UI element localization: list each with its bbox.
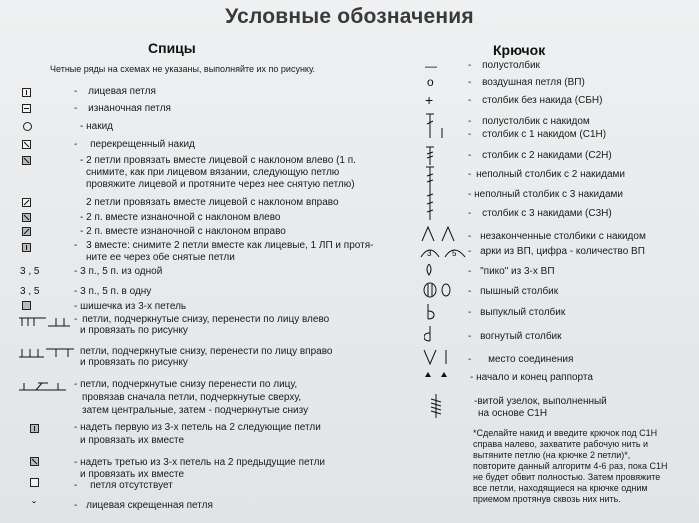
needles-row-text: - шишечка из 3-х петель xyxy=(74,301,187,312)
needles-heading: Спицы xyxy=(148,40,196,56)
chain-icon: o xyxy=(427,75,434,89)
p2tog-right-icon xyxy=(22,227,31,236)
picot-icon xyxy=(424,263,434,277)
puff-stitch-icon xyxy=(422,282,452,298)
hook-row-text: неполный столбик с 2 накидами xyxy=(476,169,625,180)
needles-row-text: изнаночная петля xyxy=(88,103,171,114)
needles-row-text: и провязать их вместе xyxy=(80,435,185,446)
arch-count-5: 5 xyxy=(452,249,457,258)
hook-row-text: выпуклый столбик xyxy=(480,307,566,318)
repeat-marker-icon xyxy=(424,371,454,379)
decrease-3-5-icon: 3 , 5 xyxy=(20,286,40,297)
hook-row-text: - неполный столбик с 3 накидами xyxy=(468,189,623,200)
unfinished-stitches-icon xyxy=(420,226,460,242)
hook-row-text: арки из ВП, цифра - количество ВП xyxy=(480,246,645,257)
hook-row-text: столбик без накида (СБН) xyxy=(482,95,603,106)
treble-crochet-icon xyxy=(420,146,440,166)
needles-row-text: ните ее через обе снятые петли xyxy=(86,252,235,263)
k2tog-right-icon xyxy=(22,198,31,207)
hook-row-text: -витой узелок, выполненный xyxy=(474,396,607,407)
chain-arch-icon xyxy=(420,243,468,259)
needles-row-text: петля отсутствует xyxy=(90,480,173,491)
hook-row-text: на основе С1Н xyxy=(478,408,548,419)
cable-three-way-icon xyxy=(18,381,70,393)
needles-row-text: 3 вместе: снимите 2 петли вместе как лицевые, 1 ЛП и протя- xyxy=(86,240,374,251)
twisted-knot-icon xyxy=(428,393,444,419)
page-title: Условные обозначения xyxy=(225,5,474,28)
cable-right-icon xyxy=(18,347,76,361)
hook-row-text: место соединения xyxy=(488,354,574,365)
single-crochet-icon: + xyxy=(425,92,434,108)
needles-row-text: петли, подчеркнутые снизу, перенести по лицу влево xyxy=(82,314,330,325)
incomplete-stitch-icon xyxy=(420,166,440,222)
hook-row-text: столбик с 1 накидом (С1Н) xyxy=(482,129,607,140)
hook-row-text: - начало и конец раппорта xyxy=(470,372,593,383)
hook-row-text: незаконченные столбики с накидом xyxy=(480,231,646,242)
hook-row-text: пышный столбик xyxy=(480,286,559,297)
back-post-icon xyxy=(424,325,438,343)
needles-row-text: - 2 п. вместе изнаночной с наклоном влево xyxy=(80,212,281,223)
k2tog-left-icon xyxy=(22,156,31,165)
needles-row-text: петли, подчеркнутые снизу, перенести по лицу вправо xyxy=(80,346,333,357)
needles-row-text: и провязать по рисунку xyxy=(80,325,188,336)
cable-left-icon xyxy=(18,316,74,330)
needles-note: Четные ряды на схемах не указаны, выполняйте их по рисунку. xyxy=(50,64,316,74)
needles-row-text: - 2 п. вместе изнаночной с наклоном вправо xyxy=(80,226,286,237)
hook-row-text: полустолбик xyxy=(482,60,540,71)
arch-count-3: 3 xyxy=(427,249,432,258)
double-crochet-icon xyxy=(420,112,450,140)
increase-3-5-icon: 3 , 5 xyxy=(20,266,40,277)
needles-row-text: - петли, подчеркнутые снизу перенести по лицу, xyxy=(74,379,298,390)
needles-row-text: затем центральные, затем - подчеркнутые снизу xyxy=(82,405,309,416)
hook-row-text: вогнутый столбик xyxy=(480,331,562,342)
join-icon xyxy=(422,348,454,368)
needles-row-text: снимите, как при лицевом вязании, следующую петлю xyxy=(86,167,340,178)
front-post-icon xyxy=(424,303,438,321)
purl-stitch-icon xyxy=(22,104,31,113)
hook-row-text: "пико" из 3-х ВП xyxy=(480,266,555,277)
k3tog-icon xyxy=(22,243,31,252)
p2tog-left-icon xyxy=(22,213,31,222)
needles-row-text: 2 петли провязать вместе лицевой с наклоном вправо xyxy=(86,197,339,208)
pass-third-over-icon xyxy=(30,457,39,466)
needles-row-text: - 3 п., 5 п. из одной xyxy=(74,266,163,277)
needles-row-text: провяжите лицевой и протяните через нее снятую петлю) xyxy=(86,179,355,190)
needles-row-text: - надеть третью из 3-х петель на 2 предыдущие петли xyxy=(74,457,326,468)
needles-row-text: провязав сначала петли, подчеркнутые сверху, xyxy=(82,392,302,403)
needles-row-text: и провязать их вместе xyxy=(80,469,185,480)
hook-heading: Крючок xyxy=(493,42,546,58)
twisted-knot-instructions: *Сделайте накид и введите крючок под С1Н справа налево, захватите рабочую нить и вытяните петлю (на крючке 2 петли)*, повторите данный алгоритм 4-6 раз, пока С1Н не будет обвит полностью. Затем провяжите все петли, находящиеся на крючке одним приемом протянув сквозь них нить. xyxy=(473,428,668,504)
needles-row-text: перекрещенный накид xyxy=(90,139,195,150)
needles-row-text: и провязать по рисунку xyxy=(80,357,188,368)
hook-row-text: воздушная петля (ВП) xyxy=(482,77,585,88)
needles-row-text: лицевая скрещенная петля xyxy=(86,500,213,511)
yarn-over-icon xyxy=(23,122,32,131)
needles-row-text: - накид xyxy=(80,121,113,132)
knit-stitch-icon xyxy=(22,88,31,97)
no-stitch-icon xyxy=(30,478,39,487)
needles-row-text: - 2 петли провязать вместе лицевой с наклоном влево (1 п. xyxy=(80,155,356,166)
hook-row-text: полустолбик с накидом xyxy=(482,116,590,127)
legend-page: Условные обозначения Спицы Четные ряды на схемах не указаны, выполняйте их по рисунку. 3 , 5 3 , 5 ˇ - лицевая петля - изнаночная петля - накид - перекрещенный накид - 2 петли провязать вместе лицевой с наклоном влево (1 п. снимите, как при лицевом вязании, следующую петлю провяжите лицевой и протяните через нее снятую петлю) 2 петли провязать вместе лицевой с наклоном вправо - 2 п. вместе изнаночной с наклоном влево - 2 п. вместе изнаночной с наклоном вправо - 3 вместе: снимите 2 петли вместе как лицевые, 1 ЛП и протя- ните ее через обе снятые петли - 3 п., 5 п. из одной - 3 п., 5 п. в одну - шишечка из 3-х петель - петли, подчеркнутые снизу, перенести по лицу влево и провязать по рисунку петли, подчеркнутые снизу, перенести по лицу вправо и провязать по рисунку - петли, подчеркнутые снизу перенести по лицу, провязав сначала петли, подчеркнутые сверху, затем центральные, затем - подчеркнутые снизу - надеть первую из 3-х петель на 2 следующие петли и провязать их вместе - надеть третью из 3-х петель на 2 предыдущие петли и провязать их вместе - петля отсутствует - лицевая скрещенная петля Крючок — o + 3 5 - полустолбик - воздушная петля (ВП) - столбик без накида (СБН) - полустолбик с накидом - столбик с 1 накидом (С1Н) - столбик с 2 накидами (С2Н) - неполный столбик с 2 накидами - неполный столбик с 3 накидами - столбик с 3 накидами (С3Н) - незаконченные столбики с накидом - арки из ВП, цифра - количество ВП - "пико" из 3-х ВП - пышный столбик - выпуклый столбик - вогнутый столбик - место соединения - начало и конец раппорта -витой узелок, выполненный на основе С1Н *Сделайте накид и введите крючок под С1Н справа налево, захватите рабочую нить и вытяните петлю (на крючке 2 петли)*, повторите данный алгоритм 4-6 раз, пока С1Н не будет обвит полностью. Затем провяжите все петли, находящиеся на крючке одним приемом протянув сквозь них нить. xyxy=(0,0,699,523)
hook-row-text: столбик с 3 накидами (С3Н) xyxy=(482,208,612,219)
pass-first-over-icon xyxy=(30,424,39,433)
crossed-yarn-over-icon xyxy=(22,140,31,149)
hook-row-text: столбик с 2 накидами (С2Н) xyxy=(482,150,612,161)
needles-row-text: - надеть первую из 3-х петель на 2 следующие петли xyxy=(74,422,321,433)
bobble-icon xyxy=(22,301,31,310)
needles-row-text: лицевая петля xyxy=(88,86,156,97)
needles-row-text: - 3 п., 5 п. в одну xyxy=(74,286,152,297)
twisted-knit-icon: ˇ xyxy=(32,499,36,513)
slip-stitch-icon: — xyxy=(425,59,437,73)
